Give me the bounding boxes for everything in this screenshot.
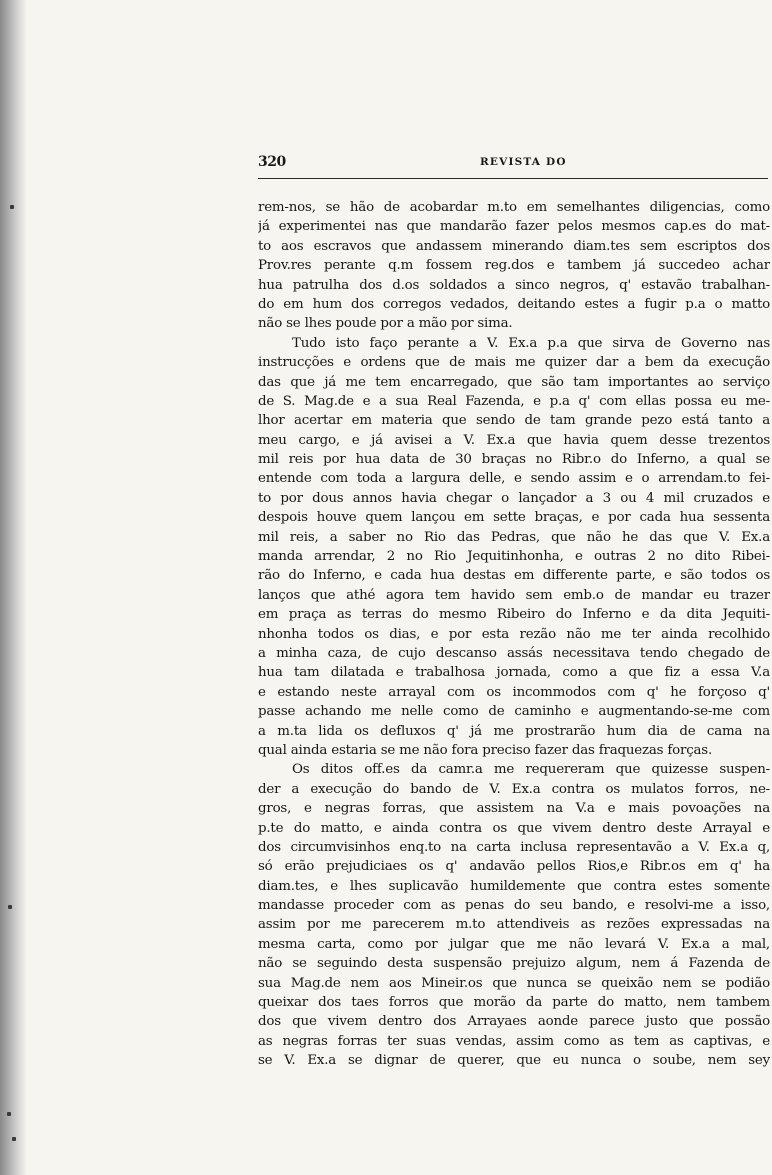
paragraph-3 — [258, 760, 770, 1070]
text-line: mesma carta, como por julgar que me não levará V. Ex.a a mal, — [258, 936, 770, 952]
text-line: as negras forras ter suas vendas, assim como as tem as captivas, e — [258, 1033, 770, 1049]
page-header — [258, 154, 768, 172]
text-line: gros, e negras forras, que assistem na V.a e mais povoações na — [258, 801, 770, 817]
text-line: em praça as terras do mesmo Ribeiro do Inferno e da dita Jequiti- — [258, 607, 770, 623]
text-line: e estando neste arrayal com os incommodos com q' he forçoso q' — [258, 684, 770, 700]
scan-speck — [10, 205, 14, 209]
text-line: lhor acertar em materia que sendo de tam grande pezo está tanto a — [258, 413, 770, 429]
text-line: to aos escravos que andassem minerando diam.tes sem escriptos dos — [258, 238, 770, 254]
text-line: de S. Mag.de e a sua Real Fazenda, e p.a q' com ellas possa eu me- — [258, 393, 770, 409]
text-line: das que já me tem encarregado, que são tam importantes ao serviço — [258, 374, 770, 390]
text-line: rão do Inferno, e cada hua destas em differente parte, e são todos os — [258, 568, 770, 584]
text-line: hua tam dilatada e trabalhosa jornada, como a que fiz a essa V.a — [258, 665, 770, 681]
text-line: mil reis, a saber no Rio das Pedras, que não he das que V. Ex.a — [258, 529, 770, 545]
text-line: não se lhes poude por a mão por sima. — [258, 316, 513, 332]
text-line: sua Mag.de nem aos Mineir.os que nunca se queixão nem se podião — [258, 975, 770, 991]
text-line: der a execução do bando de V. Ex.a contra os mulatos forros, ne- — [258, 781, 770, 797]
text-line: Prov.res perante q.m fossem reg.dos e tambem já succedeo achar — [258, 258, 770, 274]
text-line: diam.tes, e lhes suplicavão humildemente que contra estes somente — [258, 878, 770, 894]
text-line: rem-nos, se hão de acobardar m.to em semelhantes diligencias, como — [258, 200, 770, 215]
text-line: mandasse proceder com as penas do seu bando, e resolvi-me a isso, — [258, 898, 770, 914]
text-line: p.te do matto, e ainda contra os que vivem dentro deste Arrayal e — [258, 820, 770, 836]
text-line: entende com toda a largura delle, e sendo assim e o arrendam.to fei- — [258, 471, 770, 487]
text-line: passe achando me nelle como de caminho e augmentando-se-me com — [258, 704, 770, 720]
text-line: só erão prejudiciaes os q' andavão pellos Rios,e Ribr.os em q' ha — [258, 859, 770, 875]
text-line: mil reis por hua data de 30 braças no Ribr.o do Inferno, a qual se — [258, 452, 770, 468]
text-line: qual ainda estaria se me não fora preciso fazer das fraquezas forças. — [258, 742, 713, 758]
header-rule — [258, 178, 768, 179]
text-line: to por dous annos havia chegar o lançador a 3 ou 4 mil cruzados e — [258, 490, 770, 506]
text-line: meu cargo, e já avisei a V. Ex.a que havia quem desse trezentos — [258, 432, 770, 448]
text-line: já experimentei nas que mandarão fazer pelos mesmos cap.es do mat- — [258, 219, 770, 235]
paragraph-1 — [258, 198, 770, 334]
text-line: Tudo isto faço perante a V. Ex.a p.a que sirva de Governo nas — [292, 335, 770, 351]
text-line: lanços que athé agora tem havido sem emb.o de mandar eu trazer — [258, 587, 770, 603]
text-line: dos que vivem dentro dos Arrayaes aonde parece justo que possão — [258, 1014, 770, 1030]
scan-speck — [12, 1137, 16, 1141]
running-title: REVISTA DO — [480, 156, 567, 168]
text-line: se V. Ex.a se dignar de querer, que eu nunca o soube, nem sey — [258, 1053, 770, 1069]
text-line: a m.ta lida os defluxos q' já me prostrarão hum dia de cama na — [258, 723, 770, 739]
page-number: 320 — [258, 154, 286, 170]
paragraph-2 — [258, 334, 770, 761]
text-line: dos circumvisinhos enq.to na carta inclusa representavão a V. Ex.a q, — [258, 839, 770, 855]
text-line: hua patrulha dos d.os soldados a sinco negros, q' estavão trabalhan- — [258, 277, 770, 293]
text-line: despois houve quem lançou em sette braças, e por cada hua sessenta — [258, 510, 770, 526]
scan-speck — [7, 1112, 11, 1116]
binding-shadow — [0, 0, 26, 1175]
body-text — [258, 198, 770, 1071]
text-line: assim por me parecerem m.to attendiveis as rezões expressadas na — [258, 917, 770, 933]
text-line: nhonha todos os dias, e por esta rezão não me ter ainda recolhido — [258, 626, 770, 642]
text-line: Os ditos off.es da camr.a me requereram que quizesse suspen- — [292, 762, 770, 778]
text-line: instrucções e ordens que de mais me quizer dar a bem da execução — [258, 355, 770, 371]
text-line: do em hum dos corregos vedados, deitando estes a fugir p.a o matto — [258, 296, 770, 312]
scan-speck — [8, 905, 12, 909]
text-line: queixar dos taes forros que morão da parte do matto, nem tambem — [258, 995, 770, 1011]
text-line: a minha caza, de cujo descanso assás necessitava tendo chegado de — [258, 645, 770, 661]
text-line: não se seguindo desta suspensão prejuizo algum, nem á Fazenda de — [258, 956, 770, 972]
text-line: manda arrendar, 2 no Rio Jequitinhonha, e outras 2 no dito Ribei- — [258, 549, 770, 565]
